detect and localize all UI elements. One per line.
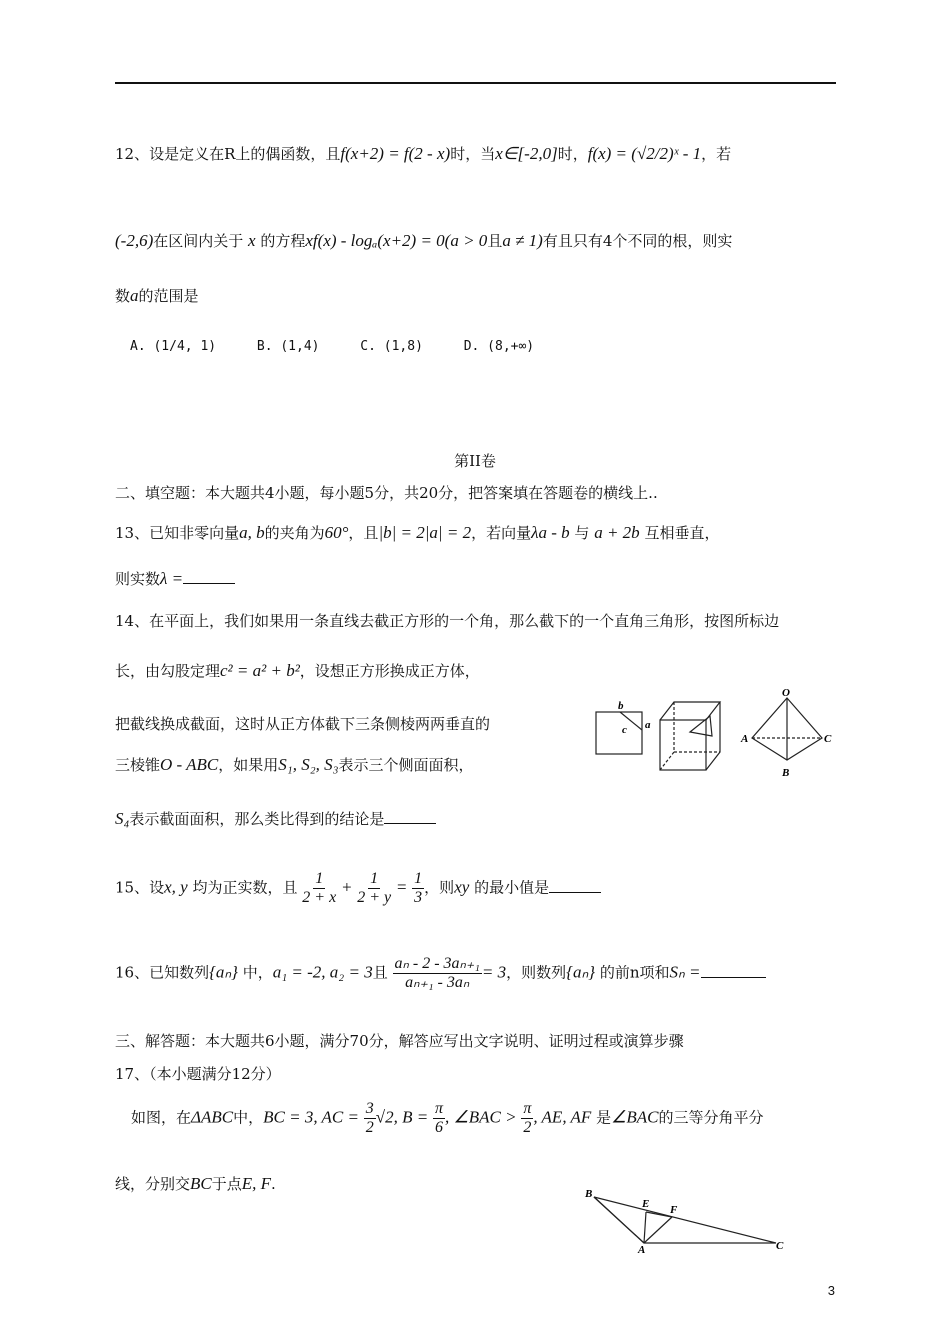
option-d: D. (8,+∞) — [463, 339, 535, 354]
label-E: E — [642, 1198, 650, 1210]
q12-line1: 12、设是定义在R上的偶函数，且f(x+2) = f(2 - x)时，当x∈[-2,0]时，f(x) = (√2/2)ˣ - 1，若 — [115, 144, 732, 163]
label-A: A — [741, 733, 749, 745]
triangle-abc — [594, 1197, 776, 1243]
option-c: C. (1,8) — [360, 339, 423, 354]
q14-figure — [590, 688, 830, 780]
page-number: 3 — [827, 1283, 835, 1298]
label-B: B — [585, 1188, 593, 1200]
q17-line1: 如图，在ΔABC中，BC = 3, AC = $\frac{3}{2}$ √2, B = $\frac{\pi}{6}$ , ∠BAC > $\frac{\pi}{2}$ , AE, AF 是∠BAC的三等分角平分 — [131, 1100, 764, 1136]
fraction: $\frac{3}{2}$ — [365, 1100, 374, 1136]
fraction: $\frac{1}{3}$ — [414, 870, 423, 906]
label-a: a — [645, 719, 651, 731]
fraction: $\frac{1}{2 + x}$ — [302, 870, 337, 906]
answer-blank — [384, 822, 436, 824]
q12-options — [130, 336, 570, 354]
label-o: O — [782, 687, 790, 699]
segment-af — [644, 1217, 672, 1243]
label-b: b — [618, 700, 624, 712]
answer-blank — [183, 582, 235, 584]
section2-heading: 二、填空题：本大题共4小题，每小题5分，共20分，把答案填在答题卷的横线上.. — [115, 484, 658, 502]
q15-line: 15、设x, y 均为正实数，且 $\frac{1}{2 + x}$ + $\frac{1}{2 + y}$ = $\frac{1}{3}$ ，则xy 的最小值是 — [115, 870, 601, 907]
q17-line2: 线，分别交BC于点E, F. — [115, 1174, 276, 1193]
section3-heading: 三、解答题：本大题共6小题，满分70分，解答应写出文字说明、证明过程或演算步骤 — [115, 1032, 684, 1050]
q14-line4: 三棱锥O - ABC，如果用S₁, S₂, S₃表示三个侧面面积， — [115, 755, 474, 774]
label-A: A — [638, 1244, 646, 1256]
fraction: $\frac{\pi}{2}$ — [523, 1100, 532, 1136]
q12-line3: 数a的范围是 — [115, 286, 199, 305]
segment-ae — [644, 1212, 646, 1243]
q14-line1: 14、在平面上，我们如果用一条直线去截正方形的一个角，那么截下的一个直角三角形，按图所标边 — [115, 612, 780, 630]
q13-line2: 则实数λ = — [115, 568, 235, 589]
cube-cut — [690, 716, 712, 736]
option-a: A. (1/4, 1) — [130, 339, 217, 354]
label-B: B — [782, 767, 790, 779]
cube-front — [660, 720, 706, 770]
square-shape — [596, 712, 642, 754]
q14-line2: 长，由勾股定理c² = a² + b²，设想正方形换成正方体， — [115, 661, 480, 680]
q14-line5: S₄表示截面面积，那么类比得到的结论是 — [115, 808, 436, 829]
label-c: c — [622, 724, 627, 736]
label-C: C — [824, 733, 832, 745]
option-b: B. (1,4) — [256, 339, 320, 354]
q16-line: 16、已知数列{aₙ} 中，a₁ = -2, a₂ = 3且 $\frac{\text{aₙ - 2 - 3aₙ₊₁}}{\text{aₙ₊₁ - 3aₙ}}$ = 3，则数列{aₙ} 的前n项和Sₙ = — [115, 955, 766, 992]
q13-line1: 13、已知非零向量a, b的夹角为60°，且|b| = 2|a| = 2，若向量λa - b 与 a + 2b 互相垂直， — [115, 523, 720, 542]
header-rule — [115, 82, 836, 84]
fraction: $\frac{1}{2 + y}$ — [357, 870, 392, 906]
q12-line2: (-2,6)在区间内关于 x 的方程xf(x) - logₐ(x+2) = 0(a > 0且a ≠ 1)有且只有4个不同的根，则实 — [115, 231, 733, 250]
part2-title: 第II卷 — [454, 452, 496, 470]
q14-line3: 把截线换成截面，这时从正方体截下三条侧棱两两垂直的 — [115, 715, 491, 733]
label-C: C — [776, 1240, 784, 1252]
fraction: $\frac{\pi}{6}$ — [434, 1100, 443, 1136]
q17-heading: 17、（本小题满分12分） — [115, 1065, 281, 1083]
label-F: F — [670, 1204, 678, 1216]
fraction: $\frac{\text{aₙ - 2 - 3aₙ₊₁}}{\text{aₙ₊₁ - 3aₙ}}$ — [394, 955, 480, 991]
q17-triangle-figure — [580, 1185, 790, 1255]
answer-blank — [549, 891, 601, 893]
answer-blank — [701, 976, 766, 978]
